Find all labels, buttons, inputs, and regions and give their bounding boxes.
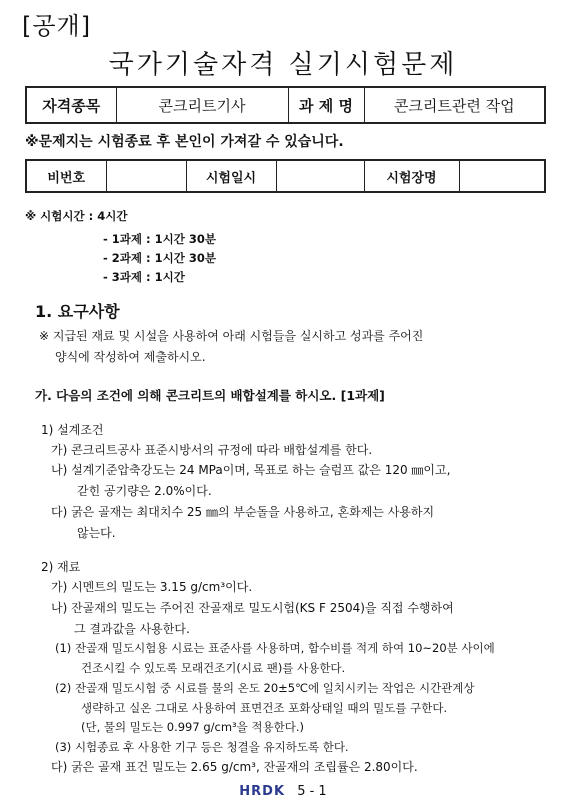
task-heading: 가. 다음의 조건에 의해 콘크리트의 배합설계를 하시오. [1과제] <box>35 388 385 403</box>
exam-time-item: - 3과제 : 1시간 <box>103 270 185 284</box>
qualification-label: 자격종목 <box>26 87 116 123</box>
condition-line: 가) 콘크리트공사 표준시방서의 규정에 따라 배합설계를 한다. <box>51 443 373 457</box>
qualification-value: 콘크리트기사 <box>116 87 288 123</box>
material-line: 다) 굵은 골재 표건 밀도는 2.65 g/cm³, 잔골재의 조립률은 2.80이다. <box>51 760 418 774</box>
qualification-table <box>25 86 546 124</box>
material-line: (3) 시험종료 후 사용한 기구 등은 청결을 유지하도록 한다. <box>55 740 349 754</box>
examinee-info-table <box>25 159 546 193</box>
exam-time-item: - 2과제 : 1시간 30분 <box>103 251 216 265</box>
page-number: 5 - 1 <box>297 784 327 799</box>
exam-place-label: 시험장명 <box>364 160 459 192</box>
material-line: (1) 잔골재 밀도시험용 시료는 표준사를 사용하며, 함수비를 적게 하여 10~20분 사이에 <box>55 641 495 655</box>
hrdk-logo: HRDK <box>239 784 286 799</box>
condition-line: 다) 굵은 골재는 최대치수 25 ㎜의 부순돌을 사용하고, 혼화제는 사용하지 <box>51 505 435 519</box>
page-footer <box>0 784 566 799</box>
material-line: 건조시킬 수 있도록 모래건조기(시료 팬)를 사용한다. <box>81 661 346 675</box>
exam-date-label: 시험일시 <box>186 160 276 192</box>
material-line: (단, 물의 밀도는 0.997 g/cm³을 적용한다.) <box>81 720 304 734</box>
task-value: 콘크리트관련 작업 <box>364 87 545 123</box>
condition-line: 나) 설계기준압축강도는 24 MPa이며, 목표로 하는 슬럼프 값은 120 ㎜이고, <box>51 463 451 477</box>
material-line: 생략하고 실온 그대로 사용하여 표면건조 포화상태일 때의 밀도를 구한다. <box>81 701 448 715</box>
task-label: 과 제 명 <box>288 87 364 123</box>
condition-line: 갇힌 공기량은 2.0%이다. <box>77 484 212 498</box>
condition-line: 않는다. <box>77 526 116 540</box>
material-line: 그 결과값을 사용한다. <box>74 622 190 636</box>
requirements-intro: ※ 지급된 재료 및 시설을 사용하여 아래 시험들을 실시하고 성과를 주어진 <box>39 329 424 343</box>
document-title: 국가기술자격 실기시험문제 <box>108 50 458 80</box>
material-line: 나) 잔골재의 밀도는 주어진 잔골재로 밀도시험(KS F 2504)을 직접 수행하여 <box>51 601 454 615</box>
subsection-title: 1) 설계조건 <box>41 423 104 437</box>
exam-time-total: ※ 시험시간 : 4시간 <box>25 209 128 223</box>
id-number-label: 비번호 <box>26 160 106 192</box>
public-tag: [공개] <box>22 12 92 40</box>
section-heading-requirements: 1. 요구사항 <box>35 302 120 321</box>
material-line: (2) 잔골재 밀도시험 중 시료를 물의 온도 20±5℃에 일치시키는 작업은 시간관계상 <box>55 681 475 695</box>
material-line: 가) 시멘트의 밀도는 3.15 g/cm³이다. <box>51 580 253 594</box>
exam-date-field[interactable] <box>276 160 364 192</box>
id-number-field[interactable] <box>106 160 186 192</box>
exam-time-item: - 1과제 : 1시간 30분 <box>103 232 216 246</box>
subsection-title: 2) 재료 <box>41 560 81 574</box>
exam-place-field[interactable] <box>459 160 545 192</box>
requirements-intro: 양식에 작성하여 제출하시오. <box>55 350 206 364</box>
notice-text: ※문제지는 시험종료 후 본인이 가져갈 수 있습니다. <box>25 134 344 150</box>
